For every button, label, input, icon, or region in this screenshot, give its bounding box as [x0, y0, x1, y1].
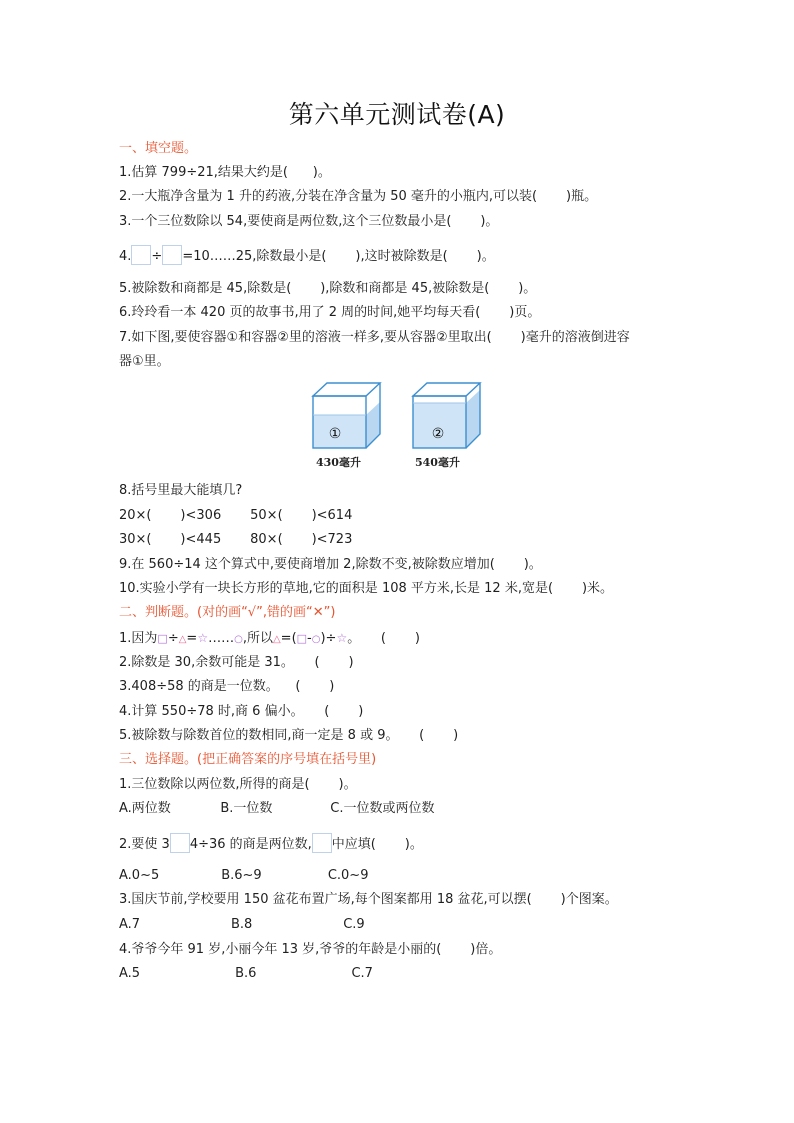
- container-figure: [300, 381, 500, 480]
- jq1-equals-paren: =(: [280, 631, 297, 646]
- fill-question-8-row-2: 30×( )<445 80×( )<723: [119, 532, 353, 547]
- judge-question-4: 4.计算 550÷78 时,商 6 偏小。 ( ): [119, 704, 364, 719]
- container-2: [413, 383, 480, 448]
- cq2-text-c: 中应填( )。: [331, 837, 423, 852]
- jq1-close-divide: )÷: [320, 631, 337, 646]
- circle-symbol: ○: [311, 634, 321, 645]
- choice-question-3: 3.国庆节前,学校要用 150 盆花布置广场,每个图案都用 18 盆花,可以摆( )个图案。: [119, 892, 618, 907]
- divisor-box[interactable]: [162, 245, 182, 265]
- choice-question-3-options: A.7 B.8 C.9: [119, 917, 365, 932]
- choice-question-4: 4.爷爷今年 91 岁,小丽今年 13 岁,爷爷的年龄是小丽的( )倍。: [119, 942, 502, 957]
- choice-question-2-options: A.0~5 B.6~9 C.0~9: [119, 868, 369, 883]
- triangle-symbol: △: [178, 634, 187, 645]
- digit-box[interactable]: [170, 833, 190, 853]
- fill-question-5: 5.被除数和商都是 45,除数是( ),除数和商都是 45,被除数是( )。: [119, 281, 537, 296]
- judge-question-5: 5.被除数与除数首位的数相同,商一定是 8 或 9。 ( ): [119, 728, 459, 743]
- choice-question-1: 1.三位数除以两位数,所得的商是( )。: [119, 777, 357, 792]
- fill-question-1: 1.估算 799÷21,结果大约是( )。: [119, 165, 331, 180]
- fill-question-7-line-1: 7.如下图,要使容器①和容器②里的溶液一样多,要从容器②里取出( )毫升的溶液倒进容: [119, 330, 630, 345]
- jq1-divide: ÷: [167, 631, 179, 646]
- fill-question-4: [119, 245, 495, 266]
- q4-divide-sign: ÷: [151, 249, 163, 264]
- section-fill-blank-heading: 一、填空题。: [119, 141, 198, 156]
- container-2-label: ②: [431, 426, 445, 442]
- digit-box[interactable]: [312, 833, 332, 853]
- jq1-end: 。 ( ): [347, 631, 420, 646]
- choice-question-4-options: A.5 B.6 C.7: [119, 966, 373, 981]
- cq2-text-b: 4÷36 的商是两位数,: [189, 837, 312, 852]
- container-1-label: ①: [328, 426, 342, 442]
- fill-question-10: 10.实验小学有一块长方形的草地,它的面积是 108 平方米,长是 12 米,宽是( )米。: [119, 581, 614, 596]
- dividend-box[interactable]: [131, 245, 151, 265]
- container-1: [313, 383, 380, 448]
- square-symbol: □: [296, 632, 308, 645]
- page-title: 第六单元测试卷(A): [288, 100, 506, 129]
- section-choice-heading: 三、选择题。(把正确答案的序号填在括号里): [119, 752, 377, 767]
- fill-question-8: 8.括号里最大能填几?: [119, 483, 243, 498]
- jq1-dots: ……: [208, 631, 235, 646]
- fill-question-7-line-2: 器①里。: [119, 354, 170, 369]
- square-symbol: □: [157, 632, 168, 645]
- container-1-caption: 430毫升: [316, 456, 361, 469]
- section-judge-heading: 二、判断题。(对的画“√”,错的画“✕”): [119, 605, 336, 620]
- fill-question-9: 9.在 560÷14 这个算式中,要使商增加 2,除数不变,被除数应增加( )。: [119, 557, 542, 572]
- triangle-symbol: △: [272, 634, 281, 645]
- q4-suffix: =10……25,除数最小是( ),这时被除数是( )。: [182, 249, 495, 264]
- star-symbol: ☆: [336, 631, 348, 645]
- judge-question-1: [119, 629, 420, 649]
- jq1-minus: -: [307, 631, 312, 646]
- fill-question-6: 6.玲玲看一本 420 页的故事书,用了 2 周的时间,她平均每天看( )页。: [119, 305, 541, 320]
- judge-question-3: 3.408÷58 的商是一位数。 ( ): [119, 679, 335, 694]
- star-symbol: ☆: [197, 631, 209, 645]
- judge-question-2: 2.除数是 30,余数可能是 31。 ( ): [119, 655, 354, 670]
- fill-question-2: 2.一大瓶净含量为 1 升的药液,分装在净含量为 50 毫升的小瓶内,可以装( )瓶。: [119, 189, 598, 204]
- fill-question-3: 3.一个三位数除以 54,要使商是两位数,这个三位数最小是( )。: [119, 214, 499, 229]
- q4-prefix: 4.: [119, 249, 132, 264]
- jq1-text-a: 1.因为: [119, 631, 158, 646]
- jq1-text-b: ,所以: [242, 631, 273, 646]
- fill-question-8-row-1: 20×( )<306 50×( )<614: [119, 508, 353, 523]
- choice-question-1-options: A.两位数 B.一位数 C.一位数或两位数: [119, 801, 435, 816]
- choice-question-2: [119, 833, 423, 854]
- cq2-text-a: 2.要使 3: [119, 837, 170, 852]
- circle-symbol: ○: [234, 634, 243, 645]
- jq1-equals: =: [186, 631, 198, 646]
- container-2-caption: 540毫升: [415, 456, 460, 469]
